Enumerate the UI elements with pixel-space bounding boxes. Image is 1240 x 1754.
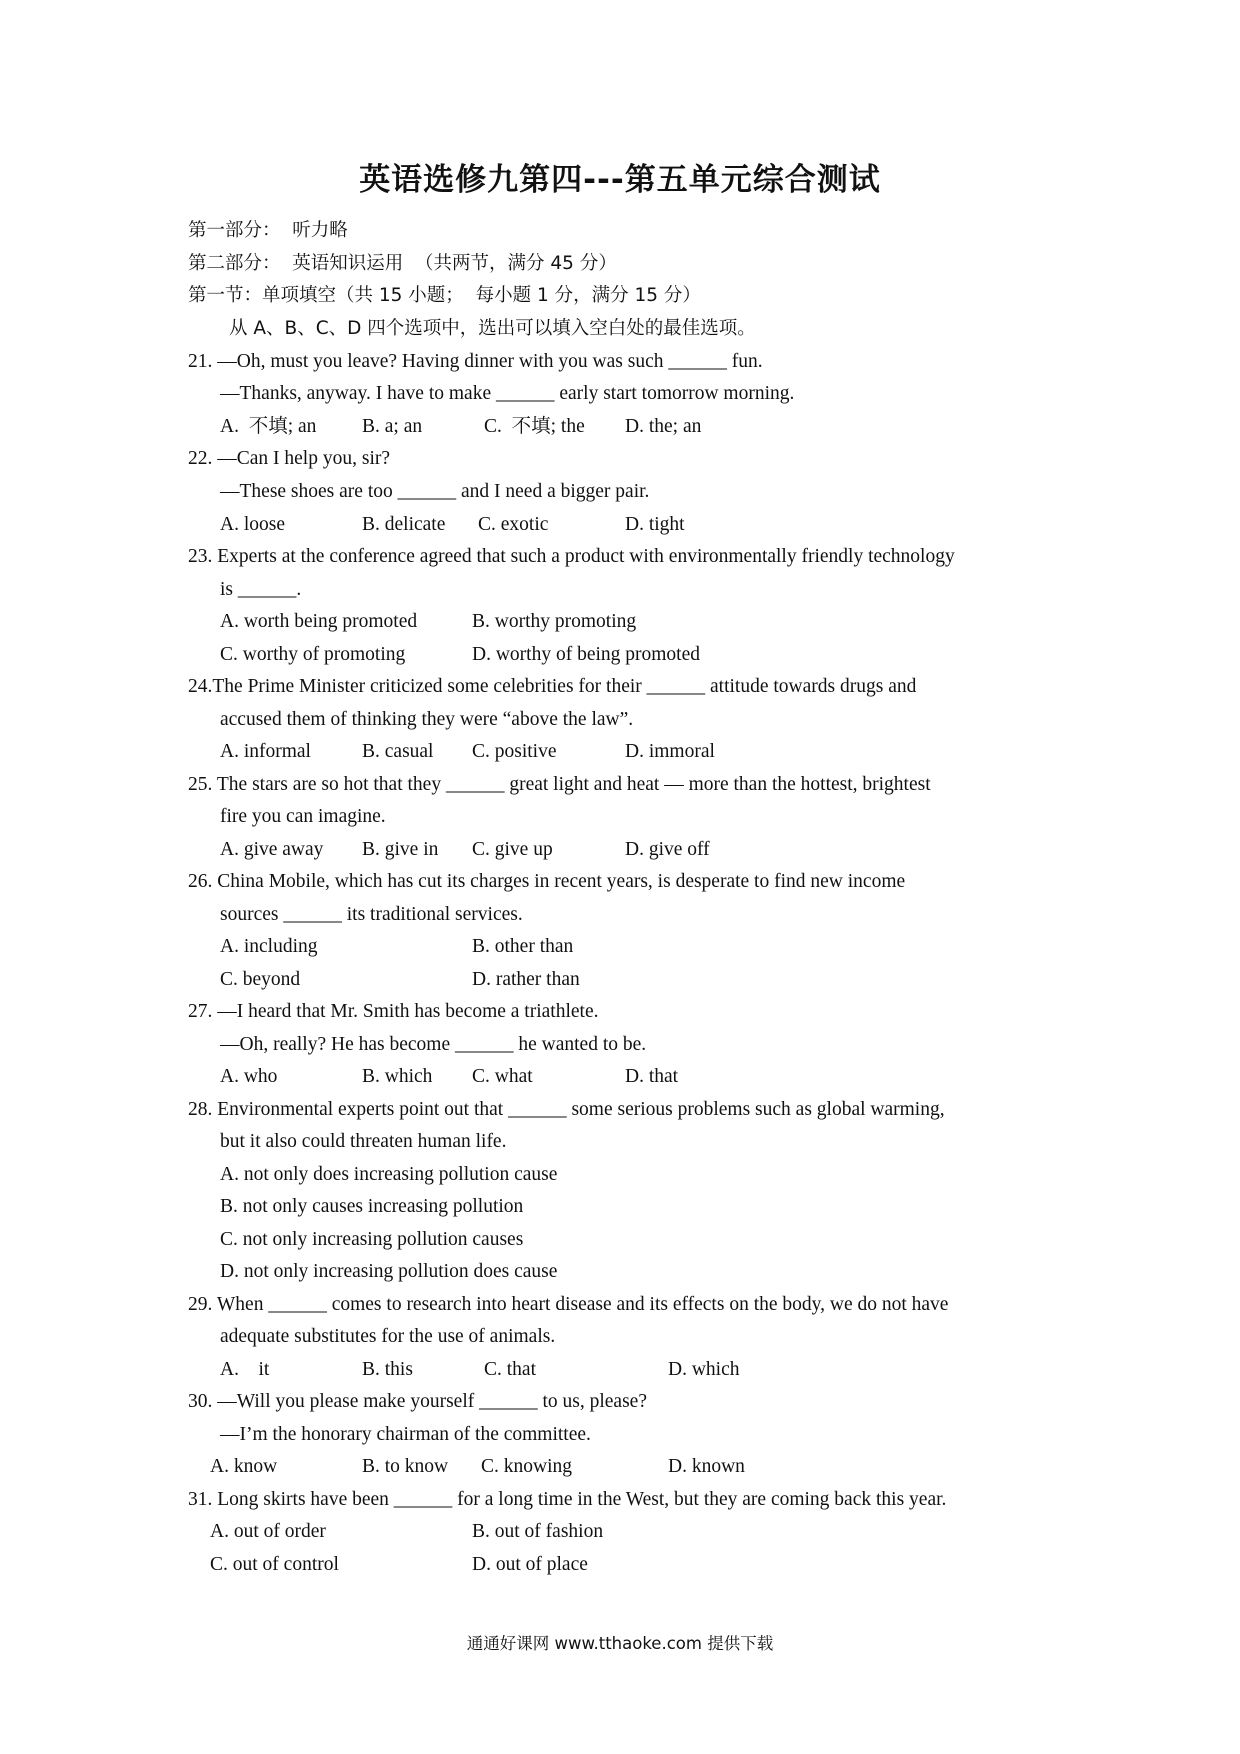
question-29-option-a: A. it: [220, 1359, 270, 1380]
section1-heading: 第一节：单项填空（共 15 小题； 每小题 1 分，满分 15 分）: [188, 285, 701, 306]
question-25-option-a: A. give away: [220, 839, 324, 860]
question-24-option-b: B. casual: [362, 741, 434, 762]
question-27-stem: 27. —I heard that Mr. Smith has become a triathlete.: [188, 1001, 599, 1022]
question-30-option-c: C. knowing: [481, 1456, 573, 1477]
question-30-option-b: B. to know: [362, 1456, 449, 1477]
question-28-stem: 28. Environmental experts point out that ______ some serious problems such as global warming,: [188, 1099, 945, 1120]
question-26-stem: 26. China Mobile, which has cut its charges in recent years, is desperate to find new income: [188, 871, 906, 892]
question-26-option-b: B. other than: [472, 936, 574, 957]
question-22-option-a: A. loose: [220, 514, 285, 535]
question-30-reply: —I’m the honorary chairman of the committee.: [220, 1424, 591, 1445]
question-21-option-c: C. 不填; the: [484, 416, 585, 437]
question-22-option-d: D. tight: [625, 514, 685, 535]
question-27-option-d: D. that: [625, 1066, 679, 1087]
question-30-option-d: D. known: [668, 1456, 745, 1477]
question-31-option-b: B. out of fashion: [472, 1521, 604, 1542]
question-24-option-c: C. positive: [472, 741, 557, 762]
question-28-option-d: D. not only increasing pollution does cause: [220, 1261, 558, 1282]
question-31-stem: 31. Long skirts have been ______ for a long time in the West, but they are coming back this year.: [188, 1489, 947, 1510]
question-22-option-c: C. exotic: [478, 514, 549, 535]
question-25-option-b: B. give in: [362, 839, 439, 860]
question-24-stem-cont: accused them of thinking they were “above the law”.: [220, 709, 634, 730]
question-26-option-c: C. beyond: [220, 969, 301, 990]
question-25-stem: 25. The stars are so hot that they ______ great light and heat — more than the hottest, brightest: [188, 774, 931, 795]
question-25-option-c: C. give up: [472, 839, 553, 860]
question-27-option-b: B. which: [362, 1066, 433, 1087]
question-28-option-a: A. not only does increasing pollution cause: [220, 1164, 558, 1185]
instructions: 从 A、B、C、D 四个选项中，选出可以填入空白处的最佳选项。: [229, 318, 756, 339]
question-28-option-b: B. not only causes increasing pollution: [220, 1196, 524, 1217]
question-21-option-d: D. the; an: [625, 416, 702, 437]
question-24-option-d: D. immoral: [625, 741, 715, 762]
question-23-option-a: A. worth being promoted: [220, 611, 418, 632]
question-23-stem-cont: is ______.: [220, 579, 302, 600]
question-26-stem-cont: sources ______ its traditional services.: [220, 904, 523, 925]
question-22-reply: —These shoes are too ______ and I need a bigger pair.: [220, 481, 650, 502]
question-30-option-a: A. know: [210, 1456, 278, 1477]
page-title: 英语选修九第四---第五单元综合测试: [359, 162, 881, 198]
question-23-option-c: C. worthy of promoting: [220, 644, 406, 665]
question-30-stem: 30. —Will you please make yourself ______ to us, please?: [188, 1391, 647, 1412]
question-31-option-c: C. out of control: [210, 1554, 339, 1575]
question-26-option-d: D. rather than: [472, 969, 580, 990]
question-22-stem: 22. —Can I help you, sir?: [188, 448, 391, 469]
question-28-stem-cont: but it also could threaten human life.: [220, 1131, 507, 1152]
question-23-option-b: B. worthy promoting: [472, 611, 637, 632]
question-22-option-b: B. delicate: [362, 514, 446, 535]
question-21-stem: 21. —Oh, must you leave? Having dinner with you was such ______ fun.: [188, 351, 763, 372]
question-28-option-c: C. not only increasing pollution causes: [220, 1229, 524, 1250]
question-26-option-a: A. including: [220, 936, 318, 957]
question-29-stem-cont: adequate substitutes for the use of animals.: [220, 1326, 556, 1347]
part2-heading: 第二部分： 英语知识运用 （共两节，满分 45 分）: [188, 253, 617, 274]
question-23-stem: 23. Experts at the conference agreed that such a product with environmentally friendly technology: [188, 546, 955, 567]
question-27-option-c: C. what: [472, 1066, 533, 1087]
question-31-option-a: A. out of order: [210, 1521, 326, 1542]
question-25-option-d: D. give off: [625, 839, 710, 860]
question-21-reply: —Thanks, anyway. I have to make ______ early start tomorrow morning.: [220, 383, 795, 404]
question-29-option-d: D. which: [668, 1359, 740, 1380]
question-29-stem: 29. When ______ comes to research into heart disease and its effects on the body, we do not have: [188, 1294, 949, 1315]
question-27-option-a: A. who: [220, 1066, 278, 1087]
question-29-option-c: C. that: [484, 1359, 536, 1380]
part1-heading: 第一部分： 听力略: [188, 220, 348, 241]
question-31-option-d: D. out of place: [472, 1554, 588, 1575]
question-24-option-a: A. informal: [220, 741, 311, 762]
question-23-option-d: D. worthy of being promoted: [472, 644, 701, 665]
question-21-option-b: B. a; an: [362, 416, 423, 437]
question-25-stem-cont: fire you can imagine.: [220, 806, 386, 827]
question-21-option-a: A. 不填; an: [220, 416, 317, 437]
question-24-stem: 24.The Prime Minister criticized some celebrities for their ______ attitude towards drugs and: [188, 676, 917, 697]
question-29-option-b: B. this: [362, 1359, 413, 1380]
page-footer: 通通好课网 www.tthaoke.com 提供下载: [466, 1634, 774, 1653]
question-27-reply: —Oh, really? He has become ______ he wanted to be.: [220, 1034, 647, 1055]
